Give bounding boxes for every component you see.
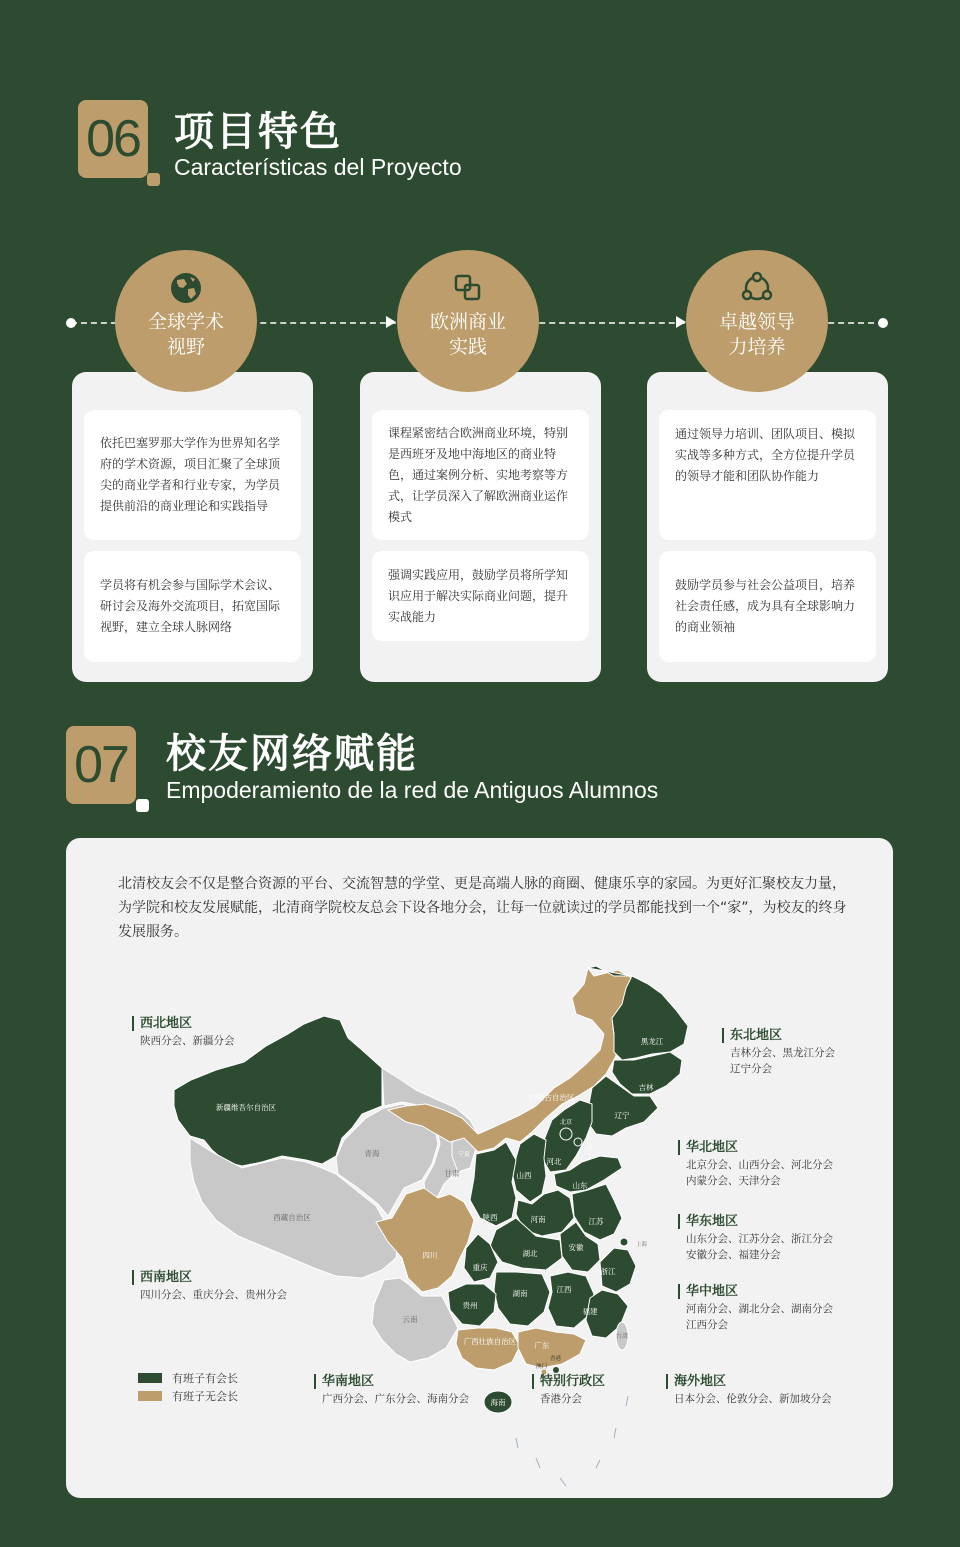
section-07-number: 07 <box>66 726 136 804</box>
feature-circle <box>397 250 539 392</box>
map-label-ningxia: 宁夏 <box>457 1151 471 1158</box>
timeline-start-dot <box>66 318 76 328</box>
region-branches: 广西分会、广东分会、海南分会 <box>322 1393 469 1405</box>
map-label-neimenggu: 内蒙古自治区 <box>529 1093 575 1102</box>
feature-paragraph: 鼓励学员参与社会公益项目，培养社会责任感，成为具有全球影响力的商业领袖 <box>659 551 876 662</box>
overlap-squares-icon <box>450 270 486 306</box>
region-branches: 山东分会、江苏分会、浙江分会 <box>686 1233 833 1245</box>
region-title: 华中地区 <box>678 1284 833 1299</box>
feature-paragraph: 课程紧密结合欧洲商业环境，特别是西班牙及地中海地区的商业特色，通过案例分析、实地考察等方式，让学员深入了解欧洲商业运作模式 <box>372 410 589 540</box>
region-branches: 辽宁分会 <box>730 1063 772 1075</box>
region-branches: 四川分会、重庆分会、贵州分会 <box>140 1289 287 1301</box>
feature-card <box>360 372 601 682</box>
map-label-zhejiang: 浙江 <box>600 1267 616 1276</box>
region-title: 东北地区 <box>722 1028 835 1043</box>
map-label-anhui: 安徽 <box>568 1243 584 1252</box>
map-label-jiangsu: 江苏 <box>588 1217 604 1226</box>
map-label-yunnan: 云南 <box>402 1315 418 1324</box>
map-label-guizhou: 贵州 <box>462 1301 478 1310</box>
region-branches: 江西分会 <box>686 1319 728 1331</box>
map-label-aomen: 澳门 <box>536 1364 548 1370</box>
region-title: 特别行政区 <box>532 1374 605 1389</box>
region-branches: 香港分会 <box>540 1393 582 1405</box>
region-northeast <box>722 1028 835 1077</box>
map-label-sichuan: 四川 <box>422 1251 438 1260</box>
region-central <box>678 1284 833 1333</box>
map-guangdong <box>518 1328 586 1368</box>
map-label-hebei: 河北 <box>546 1157 562 1166</box>
section-06-title: 项目特色 <box>174 109 342 155</box>
region-branches: 安徽分会、福建分会 <box>686 1249 781 1261</box>
region-overseas <box>666 1374 832 1407</box>
map-label-beijing: 北京 <box>559 1119 573 1126</box>
section-06-dot <box>147 173 160 186</box>
region-title: 华东地区 <box>678 1214 833 1229</box>
map-label-henan: 河南 <box>530 1215 546 1224</box>
region-title: 西南地区 <box>132 1270 287 1285</box>
legend-swatch-dark <box>138 1373 162 1383</box>
feature-paragraph: 强调实践应用，鼓励学员将所学知识应用于解决实际商业问题，提升实战能力 <box>372 551 589 641</box>
legend-swatch-gold <box>138 1391 162 1401</box>
region-branches: 北京分会、山西分会、河北分会 <box>686 1159 833 1171</box>
map-label-chongqing: 重庆 <box>472 1263 488 1272</box>
map-label-qinghai: 青海 <box>364 1149 380 1158</box>
region-branches: 河南分会、湖北分会、湖南分会 <box>686 1303 833 1315</box>
feature-title: 卓越领导力培养 <box>718 311 795 358</box>
map-label-liaoning: 辽宁 <box>614 1111 630 1120</box>
timeline-end-dot <box>878 318 888 328</box>
region-north <box>678 1140 833 1189</box>
map-label-guangxi: 广西壮族自治区 <box>463 1337 517 1346</box>
timeline-arrow <box>676 316 686 328</box>
section-07-subtitle: Empoderamiento de la red de Antiguos Alumnos <box>166 777 659 803</box>
timeline-arrow <box>386 316 396 328</box>
map-label-xizang: 西藏自治区 <box>273 1213 311 1222</box>
region-branches: 陕西分会、新疆分会 <box>140 1035 235 1047</box>
feature-circle <box>115 250 257 392</box>
legend-label: 有班子有会长 <box>172 1372 238 1385</box>
map-label-hubei: 湖北 <box>522 1249 538 1258</box>
map-shanghai <box>620 1238 628 1246</box>
map-label-gansu: 甘肃 <box>444 1169 460 1178</box>
map-beijing <box>560 1128 572 1140</box>
feature-title: 欧洲商业实践 <box>429 311 506 358</box>
globe-icon <box>168 270 204 306</box>
region-northwest <box>132 1016 235 1049</box>
map-label-guangdong: 广东 <box>534 1341 550 1350</box>
map-xianggang <box>553 1367 559 1373</box>
legend-label: 有班子无会长 <box>172 1390 238 1403</box>
map-label-heilongjiang: 黑龙江 <box>640 1037 664 1046</box>
region-branches: 内蒙分会、天津分会 <box>686 1175 781 1187</box>
map-label-jilin: 吉林 <box>638 1083 654 1092</box>
map-shanxi <box>512 1134 546 1202</box>
feature-paragraph: 依托巴塞罗那大学作为世界知名学府的学术资源，项目汇聚了全球顶尖的商业学者和行业专家，为学员提供前沿的商业理论和实践指导 <box>84 410 301 540</box>
legend-item <box>138 1370 238 1386</box>
region-title: 海外地区 <box>666 1374 832 1389</box>
alumni-panel <box>66 838 893 1498</box>
map-hunan <box>494 1272 550 1326</box>
map-label-xianggang: 香港 <box>550 1356 562 1362</box>
map-label-shanxi: 山西 <box>516 1171 532 1180</box>
map-label-shandong: 山东 <box>572 1181 588 1190</box>
region-south <box>314 1374 469 1407</box>
region-title: 华南地区 <box>314 1374 469 1389</box>
feature-circle <box>686 250 828 392</box>
map-label-jiangxi: 江西 <box>556 1285 572 1294</box>
feature-card <box>647 372 888 682</box>
region-title: 华北地区 <box>678 1140 833 1155</box>
map-guangxi <box>456 1328 520 1370</box>
feature-paragraph: 通过领导力培训、团队项目、模拟实战等多种方式，全方位提升学员的领导才能和团队协作能力 <box>659 410 876 540</box>
section-07-title: 校友网络赋能 <box>166 731 418 777</box>
map-label-taiwan: 台湾 <box>615 1333 629 1340</box>
map-label-shaanxi: 陕西 <box>482 1213 498 1222</box>
map-label-hainan: 海南 <box>490 1398 506 1407</box>
feature-paragraph: 学员将有机会参与国际学术会议、研讨会及海外交流项目，拓宽国际视野，建立全球人脉网络 <box>84 551 301 662</box>
legend-item <box>138 1388 238 1404</box>
feature-card <box>72 372 313 682</box>
map-label-shanghai: 上海 <box>636 1242 648 1248</box>
region-southwest <box>132 1270 287 1303</box>
region-east <box>678 1214 833 1263</box>
map-label-hunan: 湖南 <box>512 1289 528 1298</box>
section-06-number: 06 <box>78 100 148 178</box>
alumni-intro: 北清校友会不仅是整合资源的平台、交流智慧的学堂、更是高端人脉的商圈、健康乐享的家园。为更好汇聚校友力量，为学院和校友发展赋能，北清商学院校友总会下设各地分会，让每一位就读过的学员都能找到一个“家”，为校友的终身发展服务。 <box>118 876 847 940</box>
region-branches: 日本分会、伦敦分会、新加坡分会 <box>674 1393 832 1405</box>
map-label-fujian: 福建 <box>582 1307 598 1316</box>
network-icon <box>739 270 775 306</box>
region-branches: 吉林分会、黑龙江分会 <box>730 1047 835 1059</box>
feature-title: 全球学术视野 <box>147 311 224 358</box>
region-sar <box>532 1374 605 1407</box>
section-07-dot <box>136 799 149 812</box>
region-title: 西北地区 <box>132 1016 235 1031</box>
map-label-tianjin: 天津 <box>579 1145 593 1152</box>
map-label-xinjiang: 新疆维吾尔自治区 <box>216 1103 276 1112</box>
section-06-subtitle: Características del Proyecto <box>174 154 462 180</box>
